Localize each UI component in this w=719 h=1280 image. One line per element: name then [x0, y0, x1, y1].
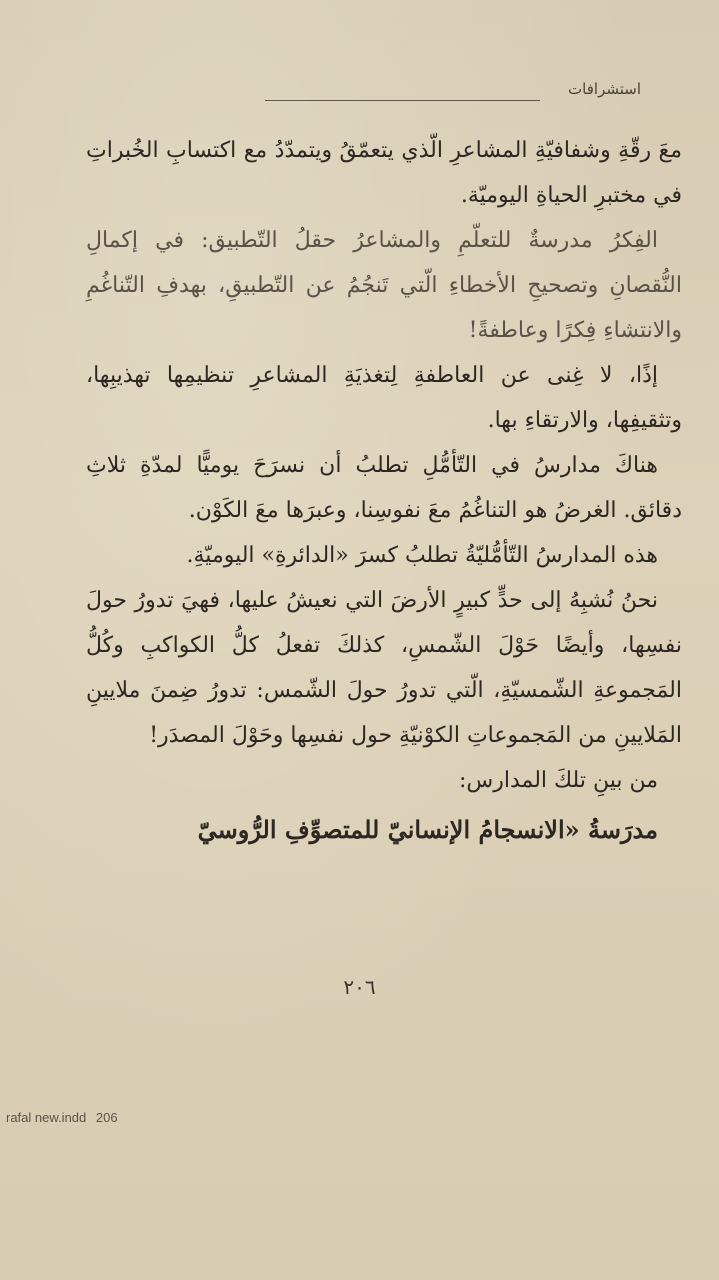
body-text	[86, 128, 682, 852]
page-number: ٢٠٦	[343, 975, 376, 999]
running-head: استشرافات	[568, 80, 641, 98]
section-heading: مدرَسةُ «الانسجامُ الإنسانيّ للمتصوِّفِ الرُّوسيّ	[197, 815, 658, 844]
header-rule	[265, 100, 540, 101]
slug-page: 206	[95, 1110, 118, 1125]
paragraph: الفِكرُ مدرسةٌ للتعلّمِ والمشاعرُ حقلُ التّطبيق: في إكمالِ النُّقصانِ وتصحيحِ الأخطاءِ الّتي تَنجُمُ عن التّطبيقِ، بهدفِ التّناغُمِ والانتشاءِ فِكرًا وعاطفةً!	[86, 228, 682, 343]
paragraph: من بينِ تلكَ المدارس:	[458, 768, 658, 793]
paragraph: معَ رقّةِ وشفافيّةِ المشاعرِ الّذي يتعمّقُ ويتمدّدُ مع اكتسابِ الخُبراتِ في مختبرِ الحياةِ اليوميّة.	[86, 138, 682, 208]
paragraph: نحنُ نُشبِهُ إلى حدٍّ كبيرٍ الأرضَ التي نعيشُ عليها، فهيَ تدورُ حولَ نفسِها، وأيضًا حَوْلَ الشّمسِ، كذلكَ تفعلُ كلُّ الكواكبِ وكُلُّ المَجموعةِ الشّمسيّةِ، الّتي تدورُ حولَ الشّمس: تدورُ ضِمنَ ملايينِ المَلايينِ من المَجموعاتِ الكوْنيّةِ حول نفسِها وحَوْلَ المصدَر!	[86, 588, 682, 748]
paragraph: إذًا، لا غِنى عن العاطفةِ لِتغذيَةِ المشاعرِ تنظيمِها تهذيبِها، وتثقيفِها، والارتقاءِ بها.	[86, 363, 682, 433]
print-slug	[0, 1110, 118, 1125]
paragraph: هناكَ مدارسُ في التّأمُّلِ تطلبُ أن نسرَحَ يوميًّا لمدّةِ ثلاثِ دقائق. الغرضُ هو التناغُمُ معَ نفوسِنا، وعبرَها معَ الكَوْن.	[86, 453, 682, 523]
paragraph: هذه المدارسُ التّأمُّليّةُ تطلبُ كسرَ «الدائرةِ» اليوميّةِ.	[186, 543, 658, 568]
slug-file: rafal new.indd	[6, 1110, 87, 1125]
